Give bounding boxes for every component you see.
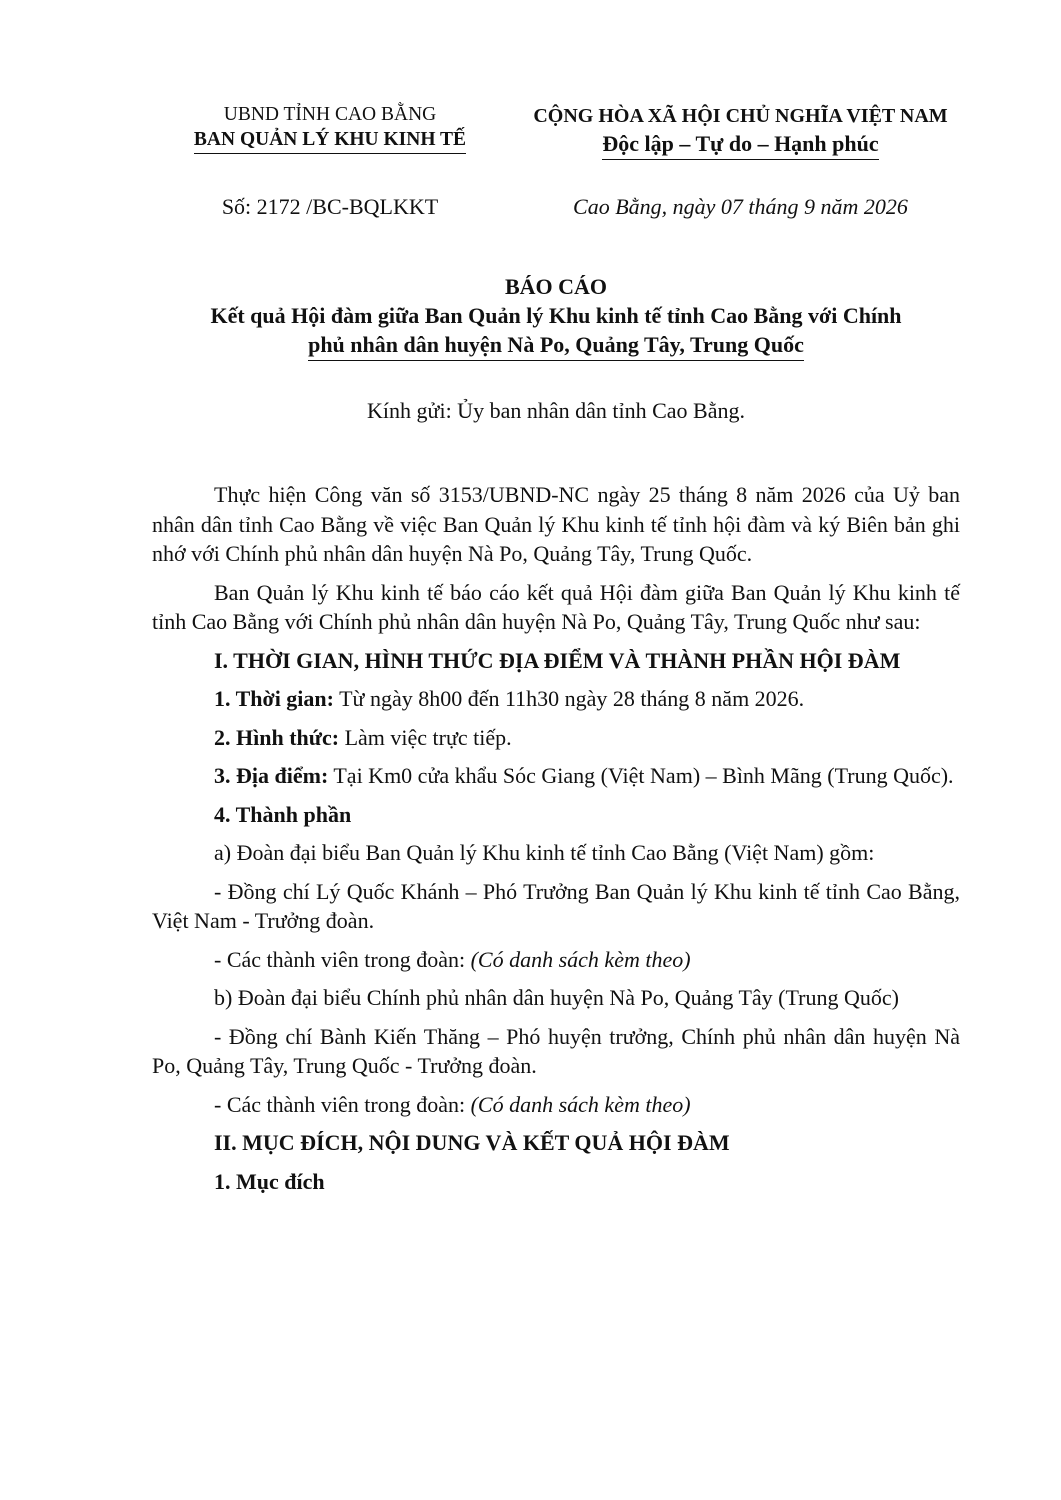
- members-a: a) Đoàn đại biểu Ban Quản lý Khu kinh tế tỉnh Cao Bằng (Việt Nam) gồm:: [214, 840, 875, 865]
- members-a2-prefix: - Các thành viên trong đoàn:: [214, 946, 471, 972]
- subject-line-1: Kết quả Hội đàm giữa Ban Quản lý Khu kinh tế tỉnh Cao Bằng với Chính: [210, 303, 902, 328]
- members-a2-note: (Có danh sách kèm theo): [470, 946, 691, 972]
- national-title: CỘNG HÒA XÃ HỘI CHỦ NGHĨA VIỆT NAM: [533, 105, 948, 127]
- issuing-agency-block: [160, 102, 500, 154]
- motto: Độc lập – Tự do – Hạnh phúc: [602, 130, 878, 160]
- item-time: [152, 684, 960, 714]
- document-type: BÁO CÁO: [504, 274, 608, 299]
- place-value: Tại Km0 cửa khẩu Sóc Giang (Việt Nam) – Bình Mãng (Trung Quốc).: [328, 763, 954, 788]
- members-b2-note: (Có danh sách kèm theo): [470, 1091, 691, 1117]
- time-label: 1. Thời gian:: [214, 686, 334, 711]
- document-body: [152, 480, 960, 1205]
- item-members-heading: 4. Thành phần: [214, 801, 352, 827]
- subject-line-2: phủ nhân dân huyện Nà Po, Quảng Tây, Trung Quốc: [308, 330, 804, 361]
- paragraph-report: Ban Quản lý Khu kinh tế báo cáo kết quả Hội đàm giữa Ban Quản lý Khu kinh tế tỉnh Cao Bằng với Chính phủ nhân dân huyện Nà Po, Quảng Tây, Trung Quốc như sau:: [152, 579, 960, 634]
- place-label: 3. Địa điểm:: [214, 763, 329, 788]
- item-form: [152, 723, 960, 753]
- section-heading-2: II. MỤC ĐÍCH, NỘI DUNG VÀ KẾT QUẢ HỘI ĐÀM: [214, 1130, 730, 1155]
- recipient: Kính gửi: Ủy ban nhân dân tỉnh Cao Bằng.: [367, 398, 745, 423]
- item-place: [152, 761, 960, 791]
- issuing-agency: BAN QUẢN LÝ KHU KINH TẾ: [194, 127, 466, 154]
- paragraph-intro: Thực hiện Công văn số 3153/UBND-NC ngày 25 tháng 8 năm 2026 của Uỷ ban nhân dân tỉnh Cao Bằng về việc Ban Quản lý Khu kinh tế tỉnh hội đàm và ký Biên bản ghi nhớ với Chính phủ nhân dân huyện Nà Po, Quảng Tây, Trung Quốc.: [152, 482, 960, 566]
- item-purpose-heading: 1. Mục đích: [214, 1168, 325, 1194]
- form-label: 2. Hình thức:: [214, 724, 340, 750]
- document-date: Cao Bằng, ngày 07 tháng 9 năm 2026: [573, 194, 908, 219]
- members-a2: [152, 945, 960, 975]
- document-number: Số: 2172 /BC-BQLKKT: [221, 194, 439, 219]
- members-b1: - Đồng chí Bành Kiến Thăng – Phó huyện trưởng, Chính phủ nhân dân huyện Nà Po, Quảng Tây, Trung Quốc - Trưởng đoàn.: [152, 1023, 960, 1078]
- national-motto-block: [508, 102, 973, 160]
- members-b: b) Đoàn đại biểu Chính phủ nhân dân huyện Nà Po, Quảng Tây (Trung Quốc): [214, 985, 899, 1010]
- members-b2: [152, 1090, 960, 1120]
- members-b2-prefix: - Các thành viên trong đoàn:: [214, 1091, 471, 1117]
- time-value: Từ ngày 8h00 đến 11h30 ngày 28 tháng 8 năm 2026.: [333, 686, 805, 711]
- document-title: [152, 272, 960, 361]
- members-a1: - Đồng chí Lý Quốc Khánh – Phó Trưởng Ban Quản lý Khu kinh tế tỉnh Cao Bằng, Việt Nam - Trưởng đoàn.: [152, 878, 960, 933]
- section-heading-1: I. THỜI GIAN, HÌNH THỨC ĐỊA ĐIỂM VÀ THÀNH PHẦN HỘI ĐÀM: [214, 647, 901, 673]
- parent-agency: UBND TỈNH CAO BẰNG: [223, 104, 437, 125]
- form-value: Làm việc trực tiếp.: [339, 724, 512, 750]
